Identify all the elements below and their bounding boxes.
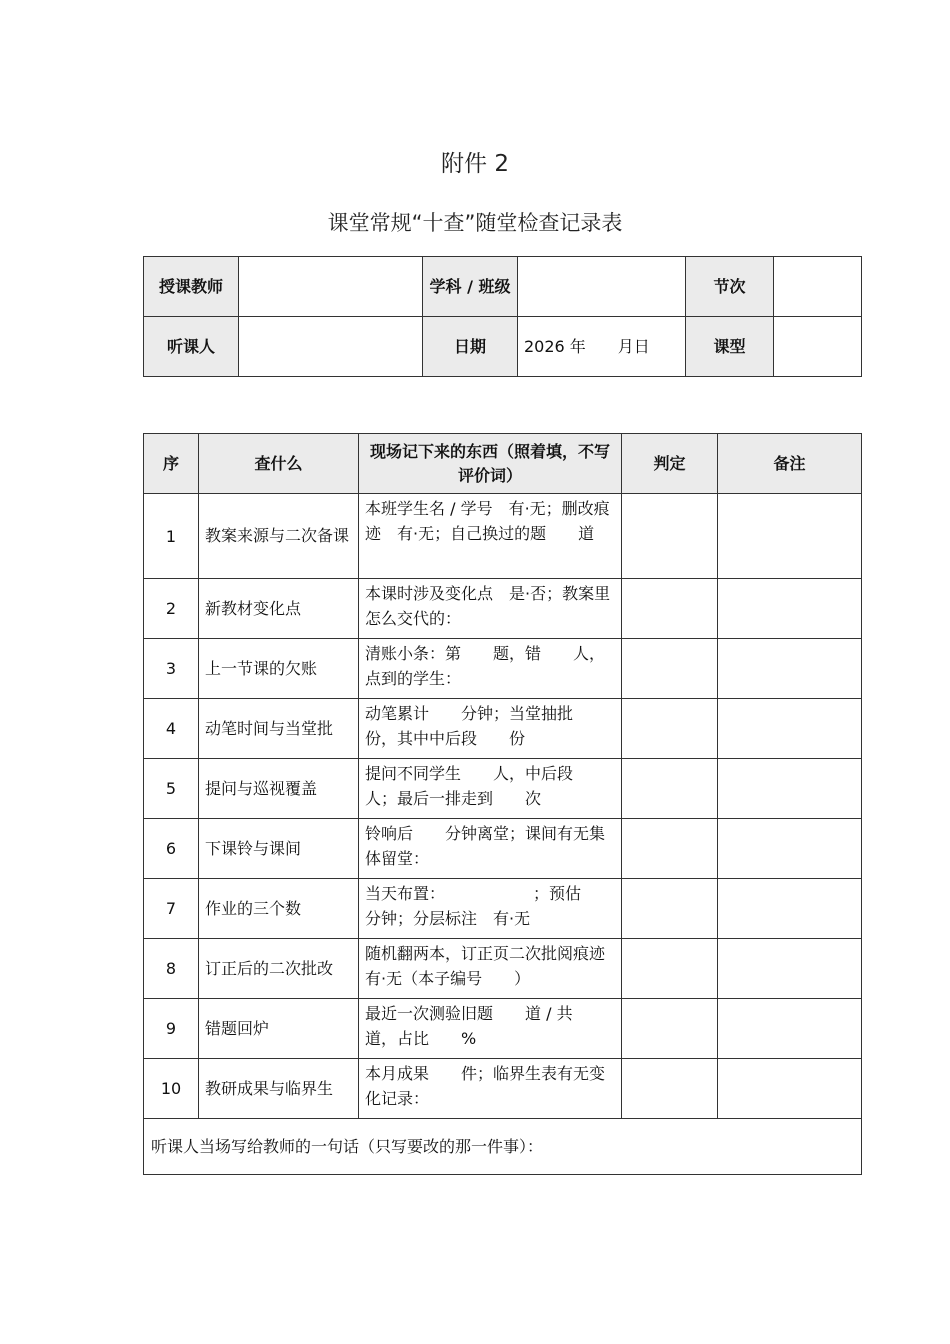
table-row bbox=[144, 819, 862, 879]
row-judgement[interactable] bbox=[622, 1059, 718, 1119]
table-row bbox=[144, 579, 862, 639]
row-number: 3 bbox=[144, 639, 199, 699]
row-item: 作业的三个数 bbox=[199, 879, 359, 939]
row-number: 1 bbox=[144, 494, 199, 579]
row-record[interactable]: 最近一次测验旧题 道 / 共 道，占比 % bbox=[359, 999, 622, 1059]
teacher-field[interactable] bbox=[239, 257, 423, 317]
row-item: 订正后的二次批改 bbox=[199, 939, 359, 999]
table-row bbox=[144, 699, 862, 759]
row-item: 动笔时间与当堂批 bbox=[199, 699, 359, 759]
row-item: 教案来源与二次备课 bbox=[199, 494, 359, 579]
row-judgement[interactable] bbox=[622, 999, 718, 1059]
row-item: 错题回炉 bbox=[199, 999, 359, 1059]
row-item: 教研成果与临界生 bbox=[199, 1059, 359, 1119]
row-judgement[interactable] bbox=[622, 759, 718, 819]
row-number: 8 bbox=[144, 939, 199, 999]
row-judgement[interactable] bbox=[622, 879, 718, 939]
row-number: 2 bbox=[144, 579, 199, 639]
header-seq: 序 bbox=[144, 434, 199, 494]
row-remark[interactable] bbox=[718, 939, 862, 999]
header-remark: 备注 bbox=[718, 434, 862, 494]
observer-field[interactable] bbox=[239, 317, 423, 377]
row-number: 10 bbox=[144, 1059, 199, 1119]
form-title: 课堂常规“十查”随堂检查记录表 bbox=[327, 211, 623, 235]
observer-comment[interactable]: 听课人当场写给教师的一句话（只写要改的那一件事）： bbox=[144, 1119, 862, 1175]
row-judgement[interactable] bbox=[622, 494, 718, 579]
subject-class-label: 学科 / 班级 bbox=[423, 257, 518, 317]
lesson-type-field[interactable] bbox=[774, 317, 862, 377]
row-item: 下课铃与课间 bbox=[199, 819, 359, 879]
row-record[interactable]: 当天布置： ；预估 分钟；分层标注 有·无 bbox=[359, 879, 622, 939]
table-row bbox=[144, 999, 862, 1059]
table-row bbox=[144, 879, 862, 939]
row-record[interactable]: 本班学生名 / 学号 有·无；删改痕迹 有·无；自己换过的题 道 bbox=[359, 494, 622, 579]
row-number: 5 bbox=[144, 759, 199, 819]
row-number: 7 bbox=[144, 879, 199, 939]
table-row bbox=[144, 639, 862, 699]
table-row bbox=[144, 759, 862, 819]
header-judgement: 判定 bbox=[622, 434, 718, 494]
table-row bbox=[144, 494, 862, 579]
row-item: 上一节课的欠账 bbox=[199, 639, 359, 699]
row-remark[interactable] bbox=[718, 1059, 862, 1119]
row-record[interactable]: 铃响后 分钟离堂；课间有无集体留堂： bbox=[359, 819, 622, 879]
row-record[interactable]: 本月成果 件；临界生表有无变化记录： bbox=[359, 1059, 622, 1119]
row-remark[interactable] bbox=[718, 819, 862, 879]
observer-label: 听课人 bbox=[144, 317, 239, 377]
lesson-type-label: 课型 bbox=[686, 317, 774, 377]
row-judgement[interactable] bbox=[622, 639, 718, 699]
table-row bbox=[144, 939, 862, 999]
row-remark[interactable] bbox=[718, 759, 862, 819]
row-number: 9 bbox=[144, 999, 199, 1059]
attachment-label: 附件 2 bbox=[441, 151, 509, 177]
row-number: 4 bbox=[144, 699, 199, 759]
row-remark[interactable] bbox=[718, 699, 862, 759]
row-remark[interactable] bbox=[718, 999, 862, 1059]
row-record[interactable]: 本课时涉及变化点 是·否；教案里怎么交代的： bbox=[359, 579, 622, 639]
row-record[interactable]: 清账小条：第 题，错 人，点到的学生： bbox=[359, 639, 622, 699]
row-judgement[interactable] bbox=[622, 579, 718, 639]
row-judgement[interactable] bbox=[622, 699, 718, 759]
row-record[interactable]: 提问不同学生 人，中后段 人；最后一排走到 次 bbox=[359, 759, 622, 819]
row-record[interactable]: 随机翻两本，订正页二次批阅痕迹 有·无（本子编号 ） bbox=[359, 939, 622, 999]
row-number: 6 bbox=[144, 819, 199, 879]
row-record[interactable]: 动笔累计 分钟；当堂抽批 份，其中中后段 份 bbox=[359, 699, 622, 759]
row-remark[interactable] bbox=[718, 639, 862, 699]
info-table bbox=[143, 256, 862, 377]
date-label: 日期 bbox=[423, 317, 518, 377]
footer-row bbox=[144, 1119, 862, 1175]
table-row bbox=[144, 1059, 862, 1119]
row-judgement[interactable] bbox=[622, 939, 718, 999]
teacher-label: 授课教师 bbox=[144, 257, 239, 317]
check-table bbox=[143, 433, 862, 1175]
date-field[interactable]: 2026 年 月日 bbox=[518, 317, 686, 377]
row-remark[interactable] bbox=[718, 494, 862, 579]
header-item: 查什么 bbox=[199, 434, 359, 494]
row-judgement[interactable] bbox=[622, 819, 718, 879]
subject-class-field[interactable] bbox=[518, 257, 686, 317]
header-record: 现场记下来的东西（照着填，不写评价词） bbox=[359, 434, 622, 494]
row-item: 提问与巡视覆盖 bbox=[199, 759, 359, 819]
period-field[interactable] bbox=[774, 257, 862, 317]
period-label: 节次 bbox=[686, 257, 774, 317]
row-item: 新教材变化点 bbox=[199, 579, 359, 639]
row-remark[interactable] bbox=[718, 579, 862, 639]
row-remark[interactable] bbox=[718, 879, 862, 939]
